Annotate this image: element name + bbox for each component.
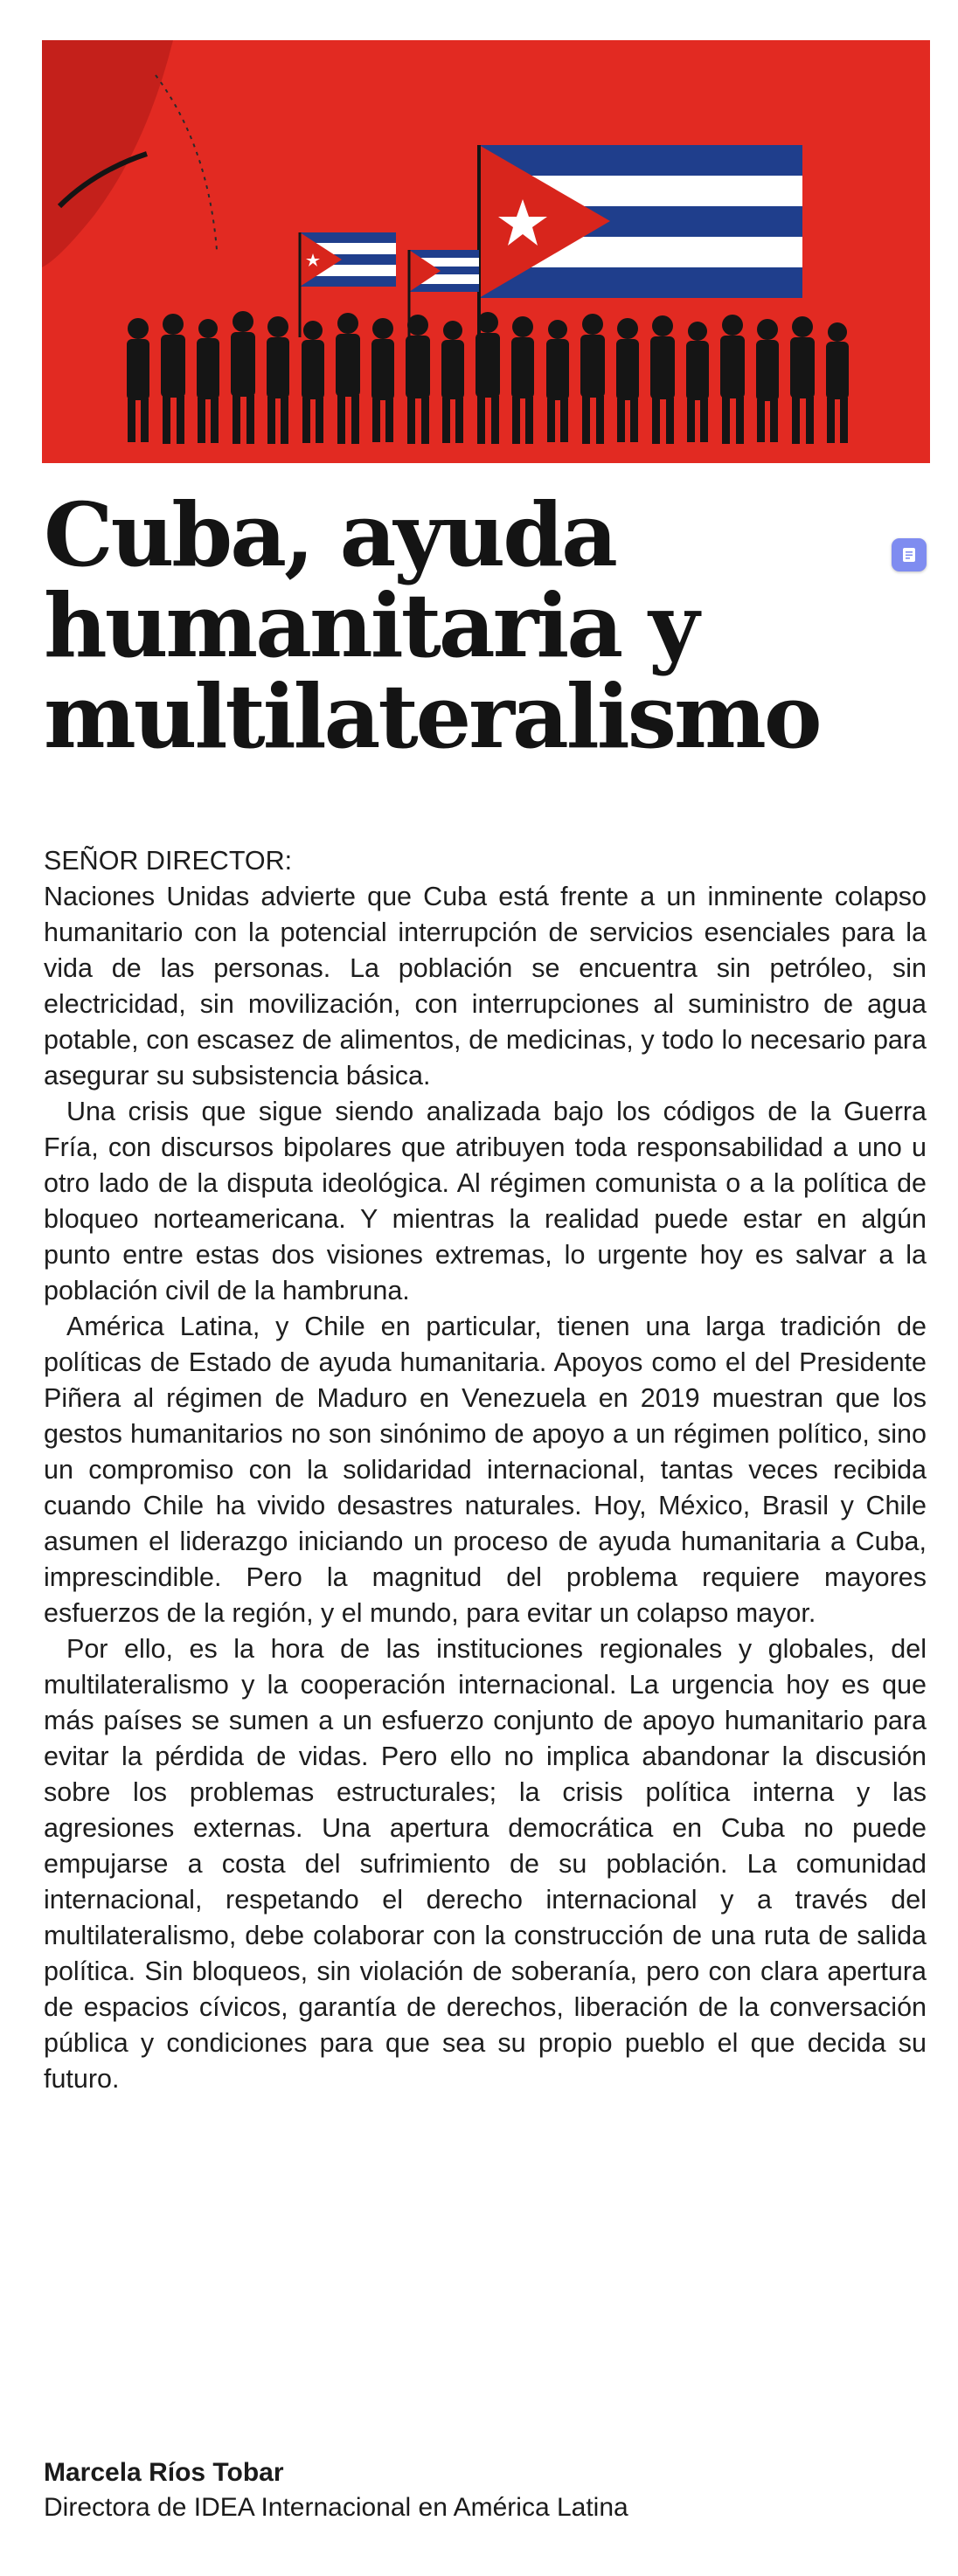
author-role: Directora de IDEA Internacional en América Latina — [44, 2493, 628, 2522]
small-flag-2 — [409, 250, 479, 292]
headline — [44, 483, 883, 768]
headline-line-2: humanitaria y — [44, 574, 698, 677]
crowd — [127, 311, 849, 444]
headline-line-1: Cuba, ayuda — [44, 483, 615, 586]
illustration-art — [42, 40, 930, 463]
large-flag — [479, 145, 802, 298]
salutation: SEÑOR DIRECTOR: — [44, 846, 293, 876]
notes-button[interactable] — [892, 538, 927, 571]
paragraph-2: Una crisis que sigue siendo analizada bajo los códigos de la Guerra Fría, con discursos bipolares que atribuyen toda responsabilidad a uno u otro lado de la disputa ideológica. Al régimen comunista o a la política de bloqueo norteamericana. Y mientras la realidad puede estar en algún punto entre estas dos visiones extremas, lo urgente hoy es salvar a la población civil de la hambruna. — [44, 1097, 927, 1305]
paragraph-3: América Latina, y Chile en particular, tienen una larga tradición de políticas de Estado de ayuda humanitaria. Apoyos como el del Presidente Piñera al régimen de Maduro en Venezuela en 2019 muestran que los gestos humanitarios no son sinónimo de apoyo a un régimen político, sino un compromiso con la solidaridad internacional, tantas veces recibida cuando Chile ha vivido desastres naturales. Hoy, México, Brasil y Chile asumen el liderazgo iniciando un proceso de ayuda humanitaria a Cuba, imprescindible. Pero la magnitud del problema requiere mayores esfuerzos de la región, y el mundo, para evitar un colapso mayor. — [44, 1312, 927, 1628]
author-name: Marcela Ríos Tobar — [44, 2458, 284, 2487]
headline-line-3: multilateralismo — [44, 665, 820, 768]
note-icon — [900, 546, 918, 564]
cuban-flags-crowd-illustration — [42, 40, 930, 463]
small-flag-1 — [300, 232, 396, 287]
signature — [44, 2455, 927, 2525]
paragraph-1: Naciones Unidas advierte que Cuba está frente a un inminente colapso humanitario con la potencial interrupción de servicios esenciales para la vida de las personas. La población se encuentra sin petróleo, sin electricidad, sin movilización, con interrupciones al suministro de agua potable, con escasez de alimentos, de medicinas, y todo lo necesario para asegurar su subsistencia básica. — [44, 882, 927, 1091]
letter-body — [44, 843, 927, 2097]
paragraph-4: Por ello, es la hora de las instituciones regionales y globales, del multilateralismo y la cooperación internacional. La urgencia hoy es que más países se sumen a un esfuerzo conjunto de apoyo humanitario para evitar la pérdida de vidas. Pero ello no implica abandonar la discusión sobre los problemas estructurales; la crisis política interna y las agresiones externas. Una apertura democrática en Cuba no puede empujarse a costa del sufrimiento de su población. La comunidad internacional, respetando el derecho internacional y a través del multilateralismo, debe colaborar con la construcción de una ruta de salida política. Sin bloqueos, sin violación de soberanía, pero con clara apertura de espacios cívicos, garantía de derechos, liberación de la conversación pública y condiciones para que sea su propio pueblo el que decida su futuro. — [44, 1634, 927, 2094]
